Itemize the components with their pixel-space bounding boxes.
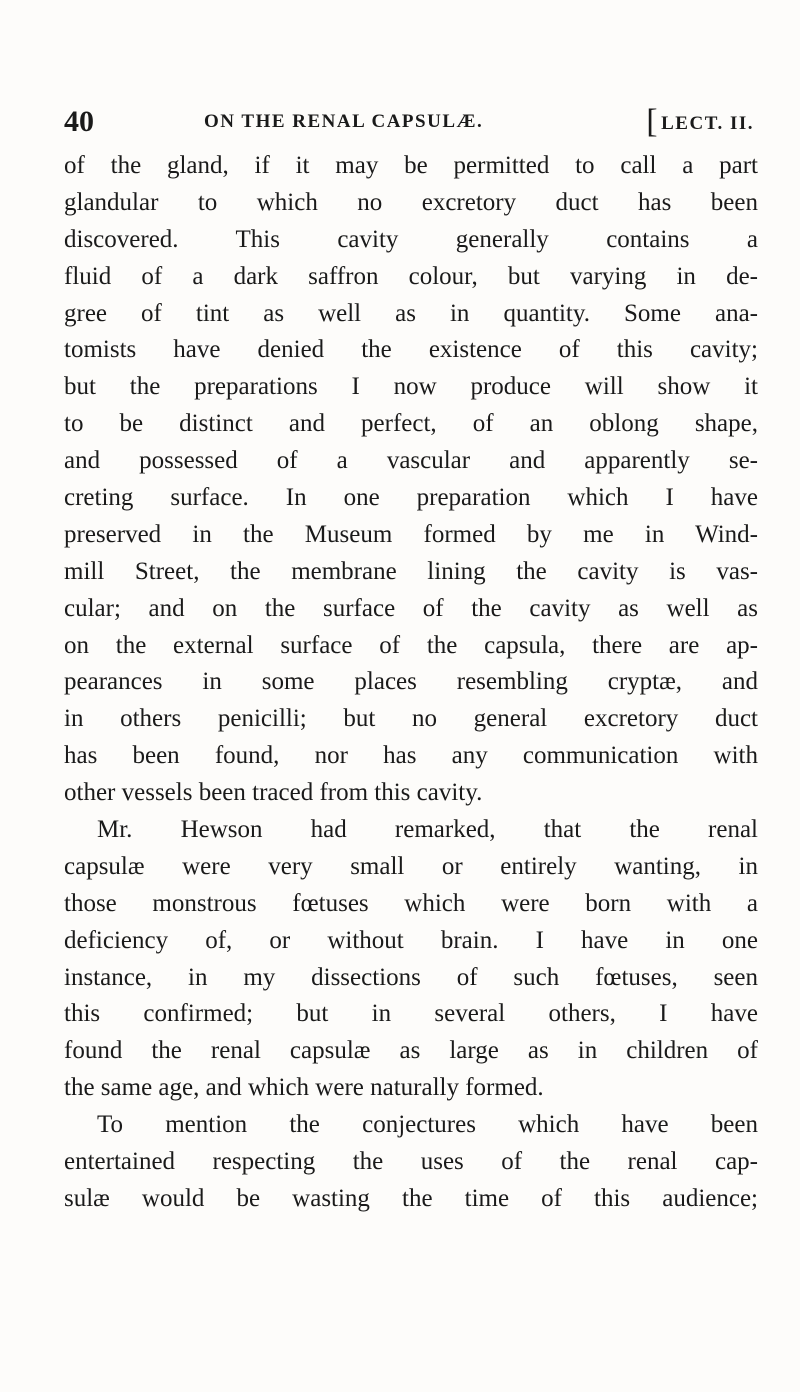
text-line: in others penicilli; but no general excretory duct: [64, 705, 758, 733]
text-line: this confirmed; but in several others, I have: [64, 1000, 758, 1028]
text-line: fluid of a dark saffron colour, but varying in de-: [64, 262, 758, 290]
text-line: entertained respecting the uses of the renal cap-: [64, 1148, 758, 1176]
lecture-bracket: [: [646, 103, 660, 140]
text-line: those monstrous fœtuses which were born with a: [64, 889, 758, 917]
text-line: has been found, nor has any communication with: [64, 742, 758, 770]
text-line: gree of tint as well as in quantity. Some ana-: [64, 299, 758, 327]
running-title: ON THE RENAL CAPSULÆ.: [204, 111, 484, 132]
text-line: of the gland, if it may be permitted to call a part: [64, 152, 758, 179]
text-line: creting surface. In one preparation which I have: [64, 484, 758, 512]
text-line: instance, in my dissections of such fœtuses, seen: [64, 963, 758, 991]
text-line: preserved in the Museum formed by me in Wind-: [64, 520, 758, 548]
lecture-label: [646, 104, 754, 142]
body-text: [64, 148, 758, 1218]
text-line: to be distinct and perfect, of an oblong shape,: [64, 410, 758, 438]
text-line: and possessed of a vascular and apparently se-: [64, 447, 758, 475]
text-line: on the external surface of the capsula, there are ap-: [64, 631, 758, 659]
text-line: discovered. This cavity generally contains a: [64, 225, 758, 253]
text-line: found the renal capsulæ as large as in children of: [64, 1037, 758, 1065]
text-line: mill Street, the membrane lining the cavity is vas-: [64, 557, 758, 585]
text-line: glandular to which no excretory duct has been: [64, 188, 758, 216]
text-line: cular; and on the surface of the cavity as well as: [64, 594, 758, 622]
text-line: tomists have denied the existence of this cavity;: [64, 336, 758, 364]
text-line: the same age, and which were naturally formed.: [64, 1074, 544, 1102]
page-header: [64, 104, 754, 140]
text-line: Mr. Hewson had remarked, that the renal: [97, 816, 758, 844]
text-line: other vessels been traced from this cavity.: [64, 779, 483, 807]
text-line: sulæ would be wasting the time of this audience;: [64, 1184, 758, 1212]
text-line: To mention the conjectures which have been: [97, 1111, 758, 1139]
text-line: capsulæ were very small or entirely wanting, in: [64, 852, 758, 880]
text-line: deficiency of, or without brain. I have in one: [64, 926, 758, 954]
text-line: but the preparations I now produce will show it: [64, 373, 758, 401]
text-line: pearances in some places resembling cryptæ, and: [64, 668, 758, 696]
lecture-number: LECT. II.: [661, 113, 754, 134]
page-number: 40: [64, 105, 94, 138]
